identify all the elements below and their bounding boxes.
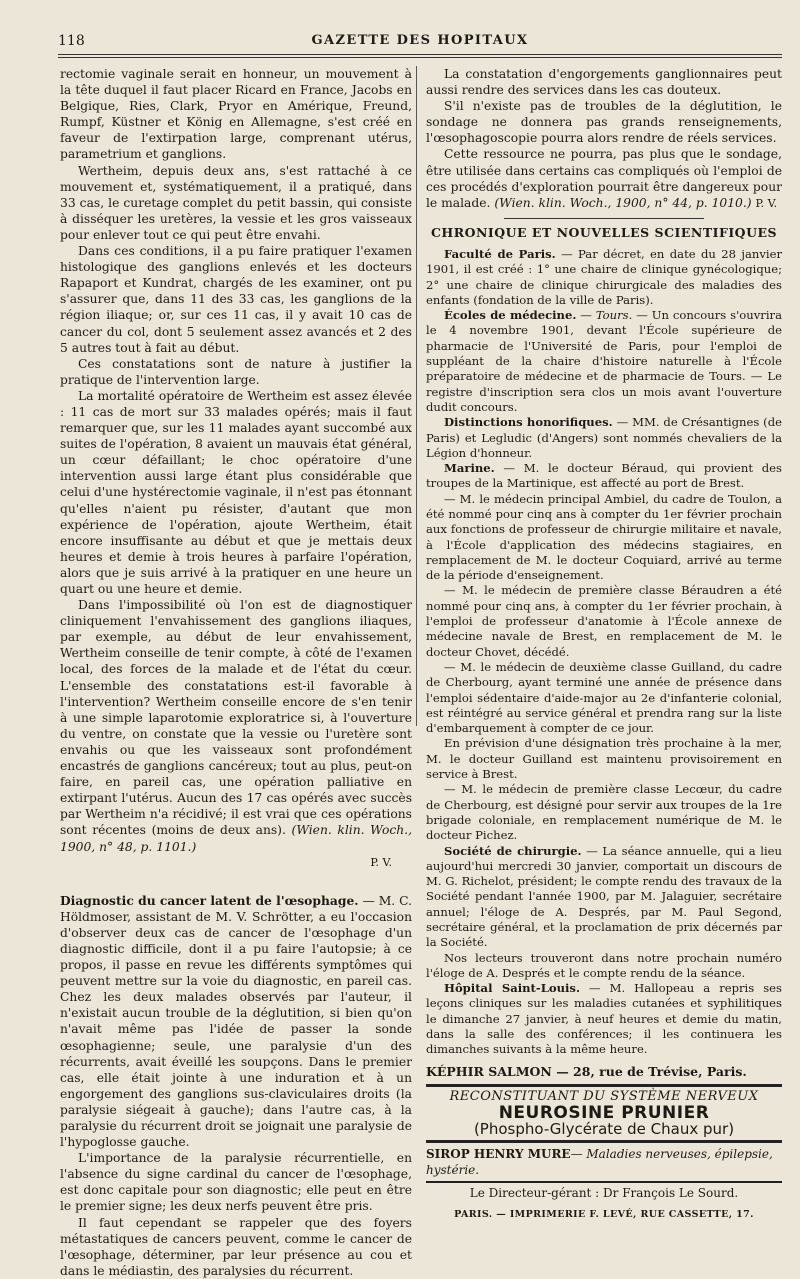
paragraph: La mortalité opératoire de Wertheim est assez élevée : 11 cas de mort sur 33 malades opérés; mais il faut remarquer que, sur les 11 malades ayant succombé aux suites de l'opération, 8 avaient un mauvais état général, un cœur défaillant; le choc opératoire d'une intervention aussi large étant plus considérable que celui d'une hystérectomie vaginale, il n'est pas étonnant qu'elles n'aient pu résister, d'autant que mon expérience de l'opération, ajoute Wertheim, était encore insuffisante au début et que je mettais deux heures et demie à trois heures à parfaire l'opération, alors que je suis arrivé à la pratiquer en une heure un quart ou une heure et demie. [60,388,412,596]
ad-reconstituant: RECONSTITUANT DU SYSTÈME NERVEUX [426,1084,782,1105]
header-rule [58,54,782,55]
paragraph: Wertheim, depuis deux ans, s'est rattaché à ce mouvement et, systématiquement, il a pratiqué, dans 33 cas, le curetage complet du petit bassin, qui consiste à disséquer les uretères, la vessie et les gros vaisseaux pour enlever tout ce qui peut être envahi. [60,163,412,242]
citation: (Wien. klin. Woch., 1900, n° 44, p. 1010.) [494,195,752,210]
article-text: — M. C. Höldmoser, assistant de M. V. Schrötter, a eu l'occasion d'observer deux cas de cancer de l'œsophage d'un diagnostic difficile, dont il a pu faire l'autopsie; à ce propos, il passe en revue les différents symptômes qui peuvent mettre sur la voie du diagnostic, en pareil cas. Chez les deux malades observés par l'auteur, il n'existait aucun trouble de la déglutition, si bien qu'on n'avait même pas l'idée de passer la sonde œsophagienne; seule, une paralysie d'un des récurrents, avait éveillé les soupçons. Dans le premier cas, elle était jointe à une induration et à un engorgement des ganglions sus-claviculaires droits (la paralysie siégeait à gauche); dans l'autre cas, à la paralysie du récurrent droit se joignait une paralysie de l'hypoglosse gauche. [60,893,412,1150]
news-item [426,415,782,461]
paragraph: rectomie vaginale serait en honneur, un mouvement à la tête duquel il faut placer Ricard en France, Jacobs en Belgique, Ries, Clark, Pryor en Amérique, Freund, Rumpf, Küstner et König en Allemagne, s'est créé en faveur de l'extirpation large, comprenant utérus, parametrium et ganglions. [60,67,412,162]
paragraph [426,146,782,211]
ad-phospho: (Phospho-Glycérate de Chaux pur) [473,1119,735,1138]
paragraph: S'il n'existe pas de troubles de la déglutition, le sondage ne donnera pas grands renseignements, l'œsophagoscopie pourra alors rendre de réels services. [426,99,782,146]
director-line: Le Directeur-gérant : Dr François Le Sourd. [426,1181,782,1201]
paragraph: L'importance de la paralysie récurrentielle, en l'absence du signe cardinal du cancer de l'œsophage, est donc capitale pour son diagnostic; elle peut en être le premier signe; les deux nerfs peuvent être pris. [60,1151,412,1214]
news-text: — Par décret, en date du 28 janvier 1901, il est créé : 1° une chaire de clinique gynécologique; 2° une chaire de clinique chirurgicale des maladies des enfants (fondation de la ville de Paris). [426,246,783,307]
news-item: — M. le médecin de deuxième classe Guilland, du cadre de Cherbourg, ayant terminé une année de présence dans l'emploi sédentaire d'aide-major au 2e d'infanterie colonial, est réintégré au service général et prendra rang sur la liste d'embarquement à compter de ce jour. [426,659,782,736]
news-item [426,981,782,1057]
paragraph-text: Dans l'impossibilité où l'on est de diagnostiquer cliniquement l'envahissement des ganglions iliaques, par exemple, au début de leur envahissement, Wertheim conseille de tenir compte, à côté de l'examen local, des forces de la malade et de l'état du cœur. L'ensemble des constatations est-il favorable à l'intervention? Wertheim conseille encore de s'en tenir à une simple laparotomie exploratrice si, à l'ouverture du ventre, on constate que la vessie ou l'uretère sont envahis ou que les vaisseaux sont profondément encastrés de ganglions cancéreux; tout au plus, peut-on faire, en pareil cas, une opération palliative en extirpant l'utérus. Aucun des 17 cas opérés avec succès par Wertheim n'a récidivé; il est vrai que ces opérations sont récentes (moins de deux ans). [60,598,412,838]
advertisements [426,1064,782,1224]
ad-kephir: KÉPHIR SALMON — 28, rue de Trévise, Paris. [426,1063,747,1079]
spacer [60,871,412,893]
printer-line: PARIS. — IMPRIMERIE F. LEVÉ, RUE CASSETTE, 17. [454,1209,754,1221]
news-item: Écoles de médecine. — Tours. — Un concours s'ouvrira le 4 novembre 1901, devant l'École supérieure de pharmacie de l'Université de Paris, pour l'emploi de suppléant de la chaire d'histoire naturelle à l'École préparatoire de médecine et de pharmacie de Tours. — Le registre d'inscription sera clos un mois avant l'ouverture dudit concours. [426,308,782,414]
header-rule-2 [58,57,782,58]
news-heading: Hôpital Saint-Louis. [444,981,580,996]
article-paragraph [60,893,412,1151]
news-item: En prévision d'une désignation très prochaine à la mer, M. le docteur Guilland est maintenu provisoirement en service à Brest. [426,736,782,782]
page-header [58,33,782,53]
section-title: CHRONIQUE ET NOUVELLES SCIENTIFIQUES [430,224,778,240]
news-item [426,247,782,308]
paragraph [60,597,412,855]
ad-sirop-desc: — Maladies nerveuses, épilepsie, hystérie. [426,1147,773,1178]
news-heading: Société de chirurgie. [444,843,582,858]
news-item: — M. le médecin de première classe Béraudren a été nommé pour cinq ans, à compter du 1er février prochain, à l'emploi de professeur d'anatomie à l'École annexe de médecine navale de Brest, en remplacement de M. le docteur Chovet, décédé. [426,583,782,659]
left-column [60,66,412,1279]
section-separator [504,218,704,219]
paragraph-text: Cette ressource ne pourra, pas plus que le sondage, être utilisée dans certains cas compliqués où l'emploi de ces procédés d'exploration pourrait être dangereux pour le malade. [426,147,782,210]
news-item: Nos lecteurs trouveront dans notre prochain numéro l'éloge de A. Després et le compte rendu de la séance. [426,950,782,980]
paragraph: Il faut cependant se rappeler que des foyers métastatiques de cancers peuvent, comme le cancer de l'œsophage, déterminer, par leur présence au cou et dans le médiastin, des paralysies du récurrent. [60,1215,412,1278]
page-number: 118 [58,33,85,49]
news-list [426,247,782,1058]
news-heading: Marine. [444,461,495,476]
news-text: — La séance annuelle, qui a lieu aujourd'hui mercredi 30 janvier, comportait un discours de M. G. Richelot, président; le compte rendu des travaux de la Société pendant l'année 1900, par M. Jalaguier, secrétaire annuel; l'éloge de A. Després, par M. Paul Segond, secrétaire général, et la proclamation de prix décernés par la Société. [426,843,783,950]
column-divider [416,66,417,726]
signature: P. V. [370,855,392,869]
news-item [426,844,782,951]
paragraph: Dans ces conditions, il a pu faire pratiquer l'examen histologique des ganglions enlevés et les docteurs Rapaport et Kundrat, chargés de les examiner, ont pu s'assurer que, dans 11 des 33 cas, les ganglions de la région iliaque; or, sur ces 11 cas, il y avait 10 cas de cancer du col, dont 5 seulement assez avancés et 2 des 5 autres tout à fait au début. [60,244,412,355]
news-text: — M. Hallopeau a repris ses leçons cliniques sur les maladies cutanées et syphilitiques le dimanche 27 janvier, à neuf heures et demie du matin, dans la salle des conférences; il les continuera les dimanches suivants à la même heure. [426,981,782,1057]
citation: (Wien. klin. Woch., 1900, n° 48, p. 1101.) [60,823,412,854]
news-city: Tours. [595,308,633,323]
paragraph: La constatation d'engorgements ganglionnaires peut aussi rendre des services dans les cas douteux. [426,67,782,98]
news-heading: Faculté de Paris. [444,246,556,261]
news-item: — M. le médecin principal Ambiel, du cadre de Toulon, a été nommé pour cinq ans à compter du 1er février prochain aux fonctions de professeur de chirurgie militaire et navale, à l'École d'application des médecins stagiaires, en remplacement de M. le docteur Coquiard, arrivé au terme de la période d'enseignement. [426,491,782,583]
news-text: — M. le docteur Béraud, qui provient des troupes de la Martinique, est affecté au port de Brest. [426,461,782,491]
right-column [426,66,782,1223]
signature: P. V. [755,196,778,210]
ad-sirop-name: SIROP HENRY MURE [426,1147,571,1162]
news-heading: Distinctions honorifiques. [444,415,613,430]
paragraph: Ces constatations sont de nature à justifier la pratique de l'intervention large. [60,356,412,387]
article-title: Diagnostic du cancer latent de l'œsophage. [60,892,359,908]
news-item: — M. le médecin de première classe Lecœur, du cadre de Cherbourg, est désigné pour servir aux troupes de la 1re brigade coloniale, en remplacement numérique de M. le docteur Pichez. [426,782,782,843]
ad-sirop [426,1140,782,1178]
ad-neurosine: NEUROSINE PRUNIER [498,1102,710,1123]
news-text: — Un concours s'ouvrira le 4 novembre 1901, devant l'École supérieure de pharmacie de l'Université de Paris, pour l'emploi de suppléant de la chaire d'histoire naturelle à l'École préparatoire de médecine et de pharmacie de Tours. — Le registre d'inscription sera clos un mois avant l'ouverture dudit concours. [426,308,782,414]
news-heading: Écoles de médecine. [444,308,577,323]
news-item [426,461,782,492]
journal-title: GAZETTE DES HOPITAUX [311,33,529,48]
news-text: — MM. de Crésantignes (de Paris) et Legludic (d'Angers) sont nommés chevaliers de la Légion d'honneur. [426,415,782,460]
